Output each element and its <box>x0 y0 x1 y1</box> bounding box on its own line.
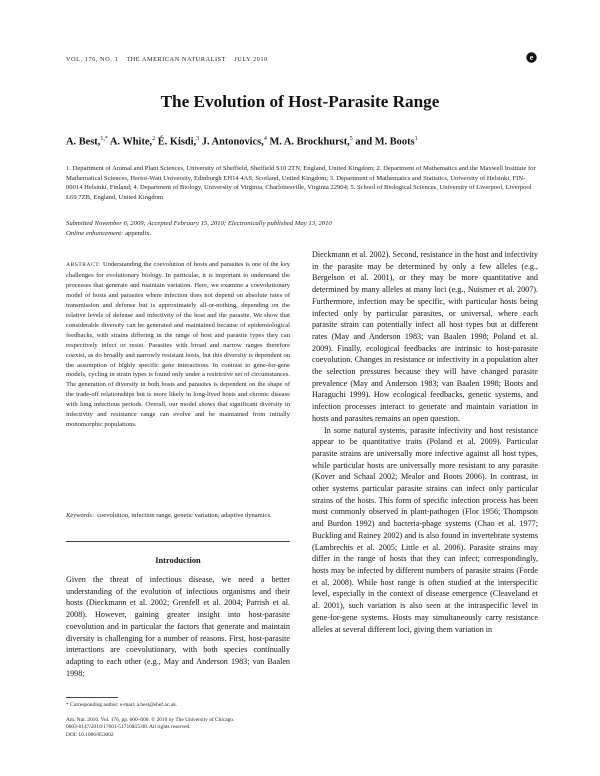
running-head <box>66 56 466 63</box>
author-name: É. Kisdi, <box>157 136 197 148</box>
author-name: M. A. Brockhurst, <box>269 136 350 148</box>
abstract-label: ABSTRACT: <box>66 262 101 268</box>
citation-line: Am. Nat. 2010. Vol. 176, pp. 000–000. © 2010 by The University of Chicago. <box>66 717 235 723</box>
section-divider <box>66 541 290 542</box>
author-affiliation-mark: 5 <box>349 136 353 142</box>
online-enhancement <box>66 229 540 239</box>
keywords-label: Keywords: <box>66 512 95 519</box>
author-name: A. White, <box>109 136 153 148</box>
paragraph: In some natural systems, parasite infectivity and host resistance appear to be quantitative traits (Poland et al. 2009). Particular parasite strains are universally more infective against all host types, while particular hosts are universally more resistant to any parasite (Kover and Schaal 2002; Mealor and Boots 2006). In contrast, in other systems particular parasite strains can infect only particular strains of the hosts. This form of specific infection process has been most commonly observed in plant-pathogen (Flor 1956; Thompson and Burdon 1992) and bacteria-phage systems (Chao et al. 1977; Buckling and Rainey 2002) and is also found in invertebrate systems (Lambrechts et al. 2005; Little et al. 2006). Parasite strains may differ in the range of hosts that they can infect; correspondingly, hosts may be infected by different numbers of parasite strains (Forde et al. 2008). While host range is often studied at the interspecific level, especially in the context of disease emergence (Cleaveland et al. 2001), such variation is also seen at the intraspecific level in gene-for-gene systems. Hosts may simultaneously carry resistance alleles at several different loci, giving them variation in <box>312 425 538 634</box>
abstract <box>66 260 290 430</box>
article-title: The Evolution of Host-Parasite Range <box>160 92 440 111</box>
keywords-text: coevolution, infection range, genetic variation, adaptive dynamics. <box>97 512 272 519</box>
e-enhancement-icon <box>526 52 537 63</box>
doi-line: DOI: 10.1086/653002 <box>66 731 114 738</box>
paragraph: Dieckmann et al. 2002). Second, resistance in the host and infectivity in the parasite may be determined by only a few alleles (e.g., Bergelson et al. 2001), or they may be more quantitative and determined by many alleles at many loci (e.g., Nuismer et al. 2007). Furthermore, infection may be specific, with particular hosts being infected only by particular parasites, or universal, where each parasite strain can potentially infect all host types but at different rates (May and Anderson 1983; van Baalen 1998; Poland et al. 2009). Finally, ecological feedbacks are intrinsic to host-parasite coevolution. Changes in resistance or infectivity in a population alter the selection pressures because they will have changed parasite prevalence (May and Anderson 1983; van Baalen 1998; Boots and Haraguchi 1999). How ecological feedbacks, genetic systems, and infection processes interact to generate and maintain variation in hosts and parasites remains an open question. <box>312 250 538 423</box>
affiliations: 1. Department of Animal and Plant Sciences, University of Sheffield, Sheffield S10 2TN, England, United Kingdom; 2. Department of Mathematics and the Maxwell Institute for Mathematical Sciences, Heriot-Watt University, Edinburgh EH14 4AS, Scotland, United Kingdom; 3. Department of Mathematics and Statistics, University of Helsinki, FIN-00014 Helsinki, Finland; 4. Department of Biology, University of Virginia, Charlottesville, Virginia 22904; 5. School of Biological Sciences, University of Liverpool, Liverpool L69 7ZB, England, United Kingdom <box>66 165 536 202</box>
author-list <box>66 136 542 147</box>
svg-text:e: e <box>529 53 534 63</box>
online-enhancement-link[interactable]: appendix. <box>123 229 152 237</box>
online-enhancement-label: Online enhancement: <box>66 229 124 237</box>
right-column <box>312 249 538 635</box>
keywords <box>66 511 290 521</box>
author-affiliation-mark: 3 <box>196 136 200 142</box>
corresponding-author-footnote: * Corresponding author; e-mail: a.best@shef.ac.uk. <box>66 702 178 708</box>
submission-dates: Submitted November 6, 2009; Accepted February 15, 2010; Electronically published May 13, 2010 <box>66 220 332 227</box>
introduction-text: Given the threat of infectious disease, we need a better understanding of the evolution of infectious organisms and their hosts (Dieckmann et al. 2002; Grenfell et al. 2004; Parrish et al. 2008). However, gaining greater insight into host-parasite coevolution and in particular the factors that generate and maintain diversity is challenging for a number of reasons. First, host-parasite interactions are coevolutionary, with both species continually adapting to each other (e.g., May and Anderson 1983; van Baalen 1998; <box>66 575 290 678</box>
author-name: and M. Boots <box>355 136 415 148</box>
issue-date: JULY 2010 <box>234 56 268 63</box>
issn-line: 0003-0147/2010/17601-51710$15.00. All rights reserved. <box>66 724 191 731</box>
author-name: J. Antonovics, <box>201 136 264 148</box>
author-affiliation-mark: 4 <box>263 136 267 142</box>
abstract-text: Understanding the coevolution of hosts and parasites is one of the key challenges for evolutionary biology. In particular, it is important to understand the processes that generate and maintain variation. Here, we examine a coevolutionary model of hosts and parasites where infection does not depend on absolute rates of transmission and defense but is approximately all-or-nothing, depending on the relative levels of defense and infectivity of the host and the parasite. We show that considerable diversity can be generated and maintained because of epidemiological feedbacks, with strains differing in the range of host and parasite types they can respectively infect or resist. Parasites with broad and narrow ranges therefore coexist, as do broadly and narrowly resistant hosts, but this diversity is dependent on the assumption of highly specific gene interactions. In contrast to gene-for-gene models, cycling in strain types is found only under a restrictive set of circumstances. The generation of diversity in both hosts and parasites is dependent on the shape of the trade-off relationships but is more likely in long-lived hosts and chronic disease with long infectious periods. Overall, our model shows that significant diversity in infectivity and resistance range can evolve and be maintained from initially monomorphic populations. <box>66 261 290 429</box>
author-affiliation-mark: 2 <box>152 136 156 142</box>
author-affiliation-mark: 1 <box>414 136 418 142</box>
submission-info <box>66 219 540 238</box>
volume-info: VOL. 176, NO. 1 <box>66 56 119 63</box>
author-name: A. Best, <box>66 136 101 148</box>
publication-info <box>66 717 290 739</box>
section-heading-introduction: Introduction <box>155 556 201 565</box>
footnote-divider <box>66 697 118 698</box>
journal-name: THE AMERICAN NATURALIST <box>126 56 227 63</box>
author-affiliation-mark: 1,* <box>100 136 108 142</box>
